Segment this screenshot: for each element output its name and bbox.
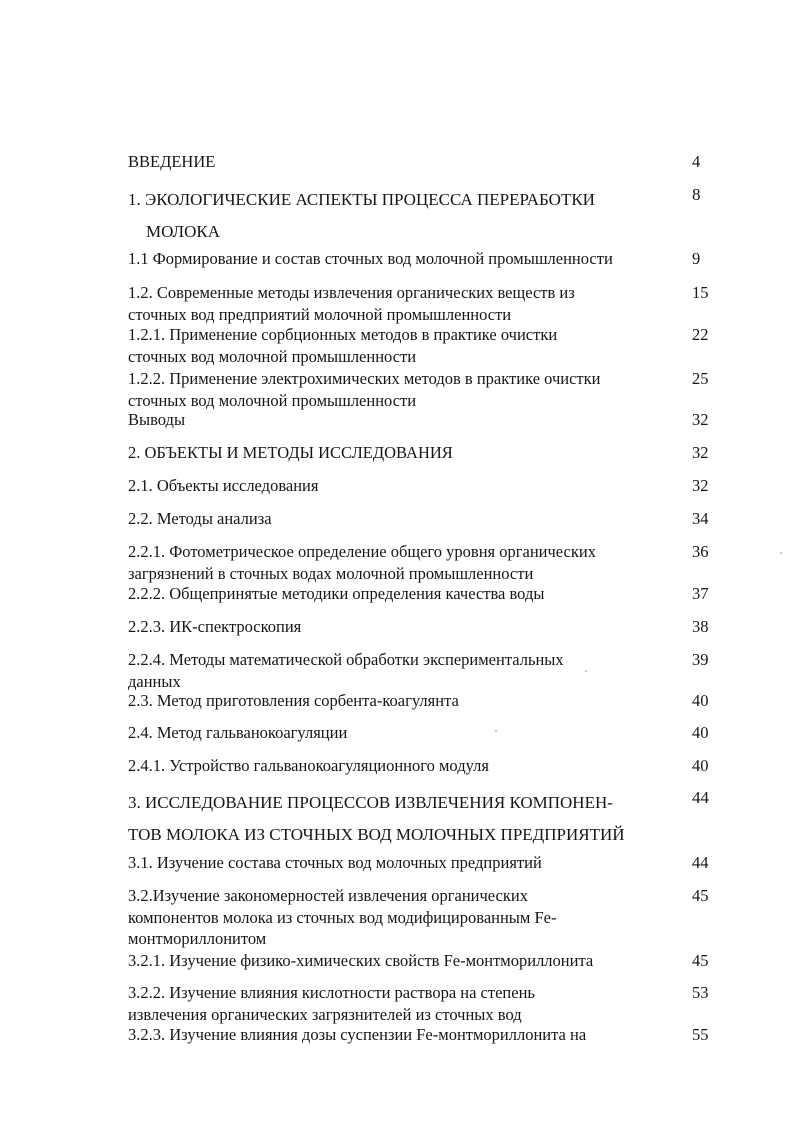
toc-entry-title-line: 2.2.1. Фотометрическое определение общего уровня органических bbox=[128, 542, 596, 561]
toc-entry-title-line: 1.2.2. Применение электрохимических методов в практике очистки bbox=[128, 369, 601, 388]
toc-page-number: 44 bbox=[692, 853, 709, 872]
toc-entry-title-line: компонентов молока из сточных вод модифицированным Fe- bbox=[128, 907, 557, 927]
toc-page-number: 53 bbox=[692, 983, 709, 1002]
toc-entry bbox=[128, 541, 709, 584]
toc-entry-title-line: 3.2.1. Изучение физико-химических свойств Fe-монтмориллонита bbox=[128, 951, 594, 970]
toc-entry bbox=[128, 852, 709, 874]
toc-entry bbox=[128, 885, 709, 950]
toc-entry-title-line: извлечения органических загрязнителей из сточных вод bbox=[128, 1004, 522, 1024]
toc-entry-title-line: монтмориллонитом bbox=[128, 929, 267, 948]
toc-entry-title-line: сточных вод предприятий молочной промышленности bbox=[128, 304, 512, 324]
toc-entry-title-line: 3.2.2. Изучение влияния кислотности раствора на степень bbox=[128, 983, 535, 1002]
toc-entry-title-line: 2.2. Методы анализа bbox=[128, 509, 272, 528]
toc-page-number: 38 bbox=[692, 617, 709, 636]
toc-page-number: 22 bbox=[692, 325, 709, 344]
toc-page-number: 37 bbox=[692, 584, 709, 603]
toc-entry-title-line: 2.2.3. ИК-спектроскопия bbox=[128, 617, 302, 636]
toc-page-number: 36 bbox=[692, 542, 709, 561]
toc-page-number: 34 bbox=[692, 509, 709, 528]
toc-entry-title-line: 1.2.1. Применение сорбционных методов в практике очистки bbox=[128, 325, 558, 344]
toc-entry-title-line: 1.1 Формирование и состав сточных вод молочной промышленности bbox=[128, 249, 613, 268]
toc-page-number: 40 bbox=[692, 723, 709, 742]
toc-entry-title-line: данных bbox=[128, 671, 181, 691]
toc-entry-title-line: 3.2.3. Изучение влияния дозы суспензии Fe-монтмориллонита на bbox=[128, 1025, 587, 1044]
toc-entry-title-line: ВВЕДЕНИЕ bbox=[128, 152, 216, 171]
toc-page-number: 32 bbox=[692, 443, 709, 462]
toc-entry bbox=[128, 755, 709, 777]
toc-entry bbox=[128, 950, 709, 972]
toc-entry bbox=[128, 184, 701, 248]
scan-speck bbox=[585, 670, 587, 672]
toc-entry-title-line: 1. ЭКОЛОГИЧЕСКИЕ АСПЕКТЫ ПРОЦЕССА ПЕРЕРАБОТКИ bbox=[128, 190, 595, 209]
toc-entry-title-line: сточных вод молочной промышленности bbox=[128, 346, 417, 366]
toc-page-number: 55 bbox=[692, 1025, 709, 1044]
scan-speck bbox=[495, 730, 497, 732]
toc-entry-title-line: 2.4.1. Устройство гальванокоагуляционного модуля bbox=[128, 756, 489, 775]
toc-entry-title-line: 3.2.Изучение закономерностей извлечения органических bbox=[128, 886, 528, 905]
toc-page-number: 39 bbox=[692, 650, 709, 669]
toc-page-number: 32 bbox=[692, 476, 709, 495]
toc-entry-title-line: 3.1. Изучение состава сточных вод молочных предприятий bbox=[128, 853, 542, 872]
toc-entry-title-line: сточных вод молочной промышленности bbox=[128, 390, 417, 410]
scan-speck bbox=[780, 552, 782, 554]
toc-entry-title-line: 1.2. Современные методы извлечения органических веществ из bbox=[128, 283, 575, 302]
toc-entry bbox=[128, 583, 709, 605]
toc-entry-title-line: 3. ИССЛЕДОВАНИЕ ПРОЦЕССОВ ИЗВЛЕЧЕНИЯ КОМПОНЕН- bbox=[128, 793, 613, 812]
toc-page-number: 8 bbox=[692, 185, 701, 204]
toc-entry-title-line: загрязнений в сточных водах молочной промышленности bbox=[128, 563, 534, 583]
toc-entry-title-line: 2. ОБЪЕКТЫ И МЕТОДЫ ИССЛЕДОВАНИЯ bbox=[128, 443, 453, 462]
toc-page-number: 32 bbox=[692, 410, 709, 429]
toc-entry-title-line: Выводы bbox=[128, 410, 186, 429]
toc-entry bbox=[128, 690, 709, 712]
toc-page-number: 9 bbox=[692, 249, 701, 268]
toc-page-number: 45 bbox=[692, 886, 709, 905]
toc-entry bbox=[128, 1024, 709, 1046]
toc-entry-title-line: МОЛОКА bbox=[146, 222, 220, 241]
toc-entry bbox=[128, 508, 709, 530]
toc-page-number: 4 bbox=[692, 152, 701, 171]
toc-entry-title-line: 2.3. Метод приготовления сорбента-коагулянта bbox=[128, 691, 459, 710]
toc-page-number: 44 bbox=[692, 788, 709, 807]
toc-page-number: 40 bbox=[692, 691, 709, 710]
toc-entry bbox=[128, 722, 709, 744]
toc-entry bbox=[128, 409, 709, 431]
toc-entry bbox=[128, 649, 709, 692]
toc-entry-title-line: 2.2.4. Методы математической обработки экспериментальных bbox=[128, 650, 564, 669]
toc-entry-title-line: 2.4. Метод гальванокоагуляции bbox=[128, 723, 348, 742]
toc-entry bbox=[128, 982, 709, 1025]
toc-entry bbox=[128, 282, 709, 325]
toc-page-number: 45 bbox=[692, 951, 709, 970]
toc-entry-title-line: ТОВ МОЛОКА ИЗ СТОЧНЫХ ВОД МОЛОЧНЫХ ПРЕДПРИЯТИЙ bbox=[128, 825, 625, 844]
toc-entry bbox=[128, 151, 701, 173]
toc-entry bbox=[128, 324, 709, 367]
toc-entry bbox=[128, 616, 709, 638]
toc-entry bbox=[128, 368, 709, 411]
toc-entry bbox=[128, 442, 709, 464]
toc-entry-title-line: 2.1. Объекты исследования bbox=[128, 476, 319, 495]
toc-page-number: 25 bbox=[692, 369, 709, 388]
toc-entry bbox=[128, 248, 701, 270]
toc-entry bbox=[128, 787, 709, 851]
toc-entry bbox=[128, 475, 709, 497]
toc-page-number: 40 bbox=[692, 756, 709, 775]
toc-entry-title-line: 2.2.2. Общепринятые методики определения качества воды bbox=[128, 584, 545, 603]
toc-page-number: 15 bbox=[692, 283, 709, 302]
